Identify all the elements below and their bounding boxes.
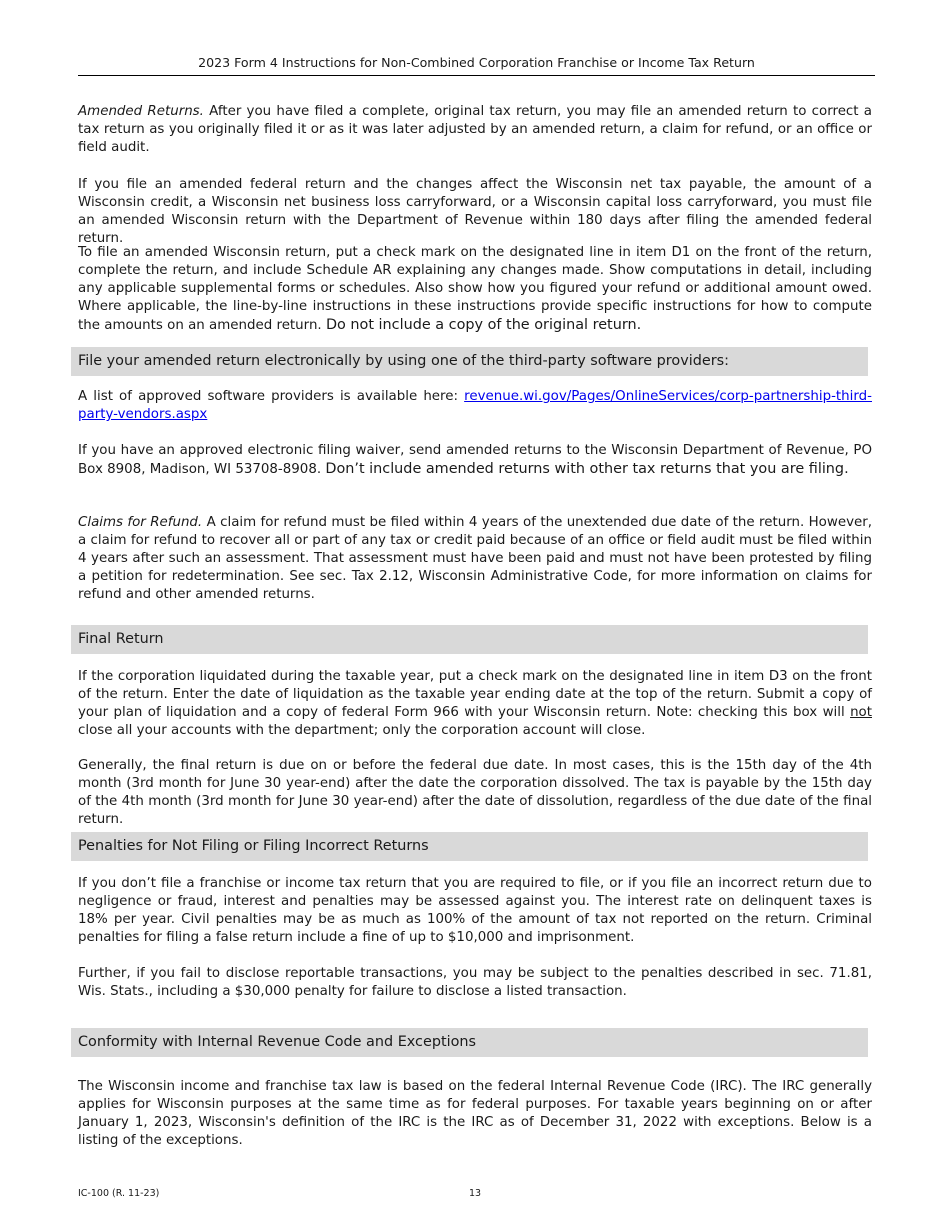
amended-returns-text: After you have filed a complete, original tax return, you may file an amended return to correct a tax return as you originally filed it or as it was later adjusted by an amended return, a claim for refund, or an office or field audit.: [78, 104, 872, 155]
claims-for-refund-lead: Claims for Refund.: [78, 515, 203, 530]
section-heading-final-return: Final Return: [71, 625, 868, 654]
section-heading-electronic: File your amended return electronically by using one of the third-party software providers:: [71, 347, 868, 376]
amended-returns-lead: Amended Returns.: [78, 104, 204, 119]
amended-federal-paragraph: If you file an amended federal return and the changes affect the Wisconsin net tax payable, the amount of a Wisconsin credit, a Wisconsin net business loss carryforward, or a Wisconsin capital loss carryforward, you must file an amended Wisconsin return with the Department of Revenue within 180 days after filing the amended federal return.: [78, 177, 872, 246]
software-providers-paragraph: [78, 388, 872, 424]
amended-returns-paragraph: [78, 103, 872, 157]
section-heading-penalties: Penalties for Not Filing or Filing Incorrect Returns: [71, 832, 868, 861]
software-providers-link[interactable]: revenue.wi.gov/Pages/OnlineServices/corp-partnership-third-party-vendors.aspx: [78, 389, 872, 422]
disclosure-penalties-paragraph: Further, if you fail to disclose reportable transactions, you may be subject to the penalties described in sec. 71.81, Wis. Stats., including a $30,000 penalty for failure to disclose a listed transaction.: [78, 966, 872, 999]
penalties-paragraph: If you don’t file a franchise or income tax return that you are required to file, or if you file an incorrect return due to negligence or fraud, interest and penalties may be assessed against you. The interest rate on delinquent taxes is 18% per year. Civil penalties may be as much as 100% of the amount of tax not reported on the return. Criminal penalties for filing a false return include a fine of up to $10,000 and imprisonment.: [78, 876, 872, 945]
claims-for-refund-text: A claim for refund must be filed within 4 years of the unextended due date of the return. However, a claim for refund to recover all or part of any tax or credit paid because of an office or field audit must be filed within 4 years after such an assessment. That assessment must have been paid and must not have been protested by filing a petition for redetermination. See sec. Tax 2.12, Wisconsin Administrative Code, for more information on claims for refund and other amended returns.: [78, 515, 872, 602]
final-return-text-after: close all your accounts with the department; only the corporation account will close.: [78, 723, 646, 738]
software-providers-text: A list of approved software providers is available here:: [78, 389, 465, 404]
page-header: 2023 Form 4 Instructions for Non-Combined Corporation Franchise or Income Tax Return: [78, 54, 875, 76]
final-return-due-paragraph: Generally, the final return is due on or before the federal due date. In most cases, this is the 15th day of the 4th month (3rd month for June 30 year-end) after the date the corporation dissolved. The tax is payable by the 15th day of the 4th month (3rd month for June 30 year-end) after the date of dissolution, regardless of the due date of the final return.: [78, 758, 872, 827]
final-return-underline: not: [850, 705, 872, 720]
final-return-text-before: If the corporation liquidated during the taxable year, put a check mark on the designated line in item D3 on the front of the return. Enter the date of liquidation as the taxable year ending date at the top of the return. Submit a copy of your plan of liquidation and a copy of federal Form 966 with your Wisconsin return. Note: checking this box will: [78, 669, 872, 720]
form-identifier: IC-100 (R. 11-23): [78, 1188, 160, 1199]
final-return-liquidation-paragraph: [78, 668, 872, 740]
filing-waiver-text: If you have an approved electronic filing waiver, send amended returns to the Wisconsin Department of Revenue, PO Box 8908, Madison, WI 53708-8908.: [78, 443, 872, 477]
claims-for-refund-paragraph: [78, 514, 872, 604]
filing-waiver-paragraph: [78, 442, 872, 479]
how-to-amend-paragraph: [78, 244, 872, 335]
how-to-amend-text: To file an amended Wisconsin return, put a check mark on the designated line in item D1 on the front of the return, complete the return, and include Schedule AR explaining any changes made. Show computations in detail, including any applicable supplemental forms or schedules. Also show how you figured your refund or additional amount owed. Where applicable, the line-by-line instructions in these instructions provide specific instructions for how to compute the amounts on an amended return.: [78, 245, 872, 333]
conformity-paragraph: The Wisconsin income and franchise tax law is based on the federal Internal Revenue Code (IRC). The IRC generally applies for Wisconsin purposes at the same time as for federal purposes. For taxable years beginning on or after January 1, 2023, Wisconsin's definition of the IRC is the IRC as of December 31, 2022 with exceptions. Below is a listing of the exceptions.: [78, 1079, 872, 1148]
page-number: 13: [468, 1188, 482, 1199]
filing-waiver-emphasis: Don’t include amended returns with other tax returns that you are filing.: [325, 461, 849, 477]
how-to-amend-emphasis: Do not include a copy of the original return.: [325, 317, 642, 333]
section-heading-conformity: Conformity with Internal Revenue Code and Exceptions: [71, 1028, 868, 1057]
